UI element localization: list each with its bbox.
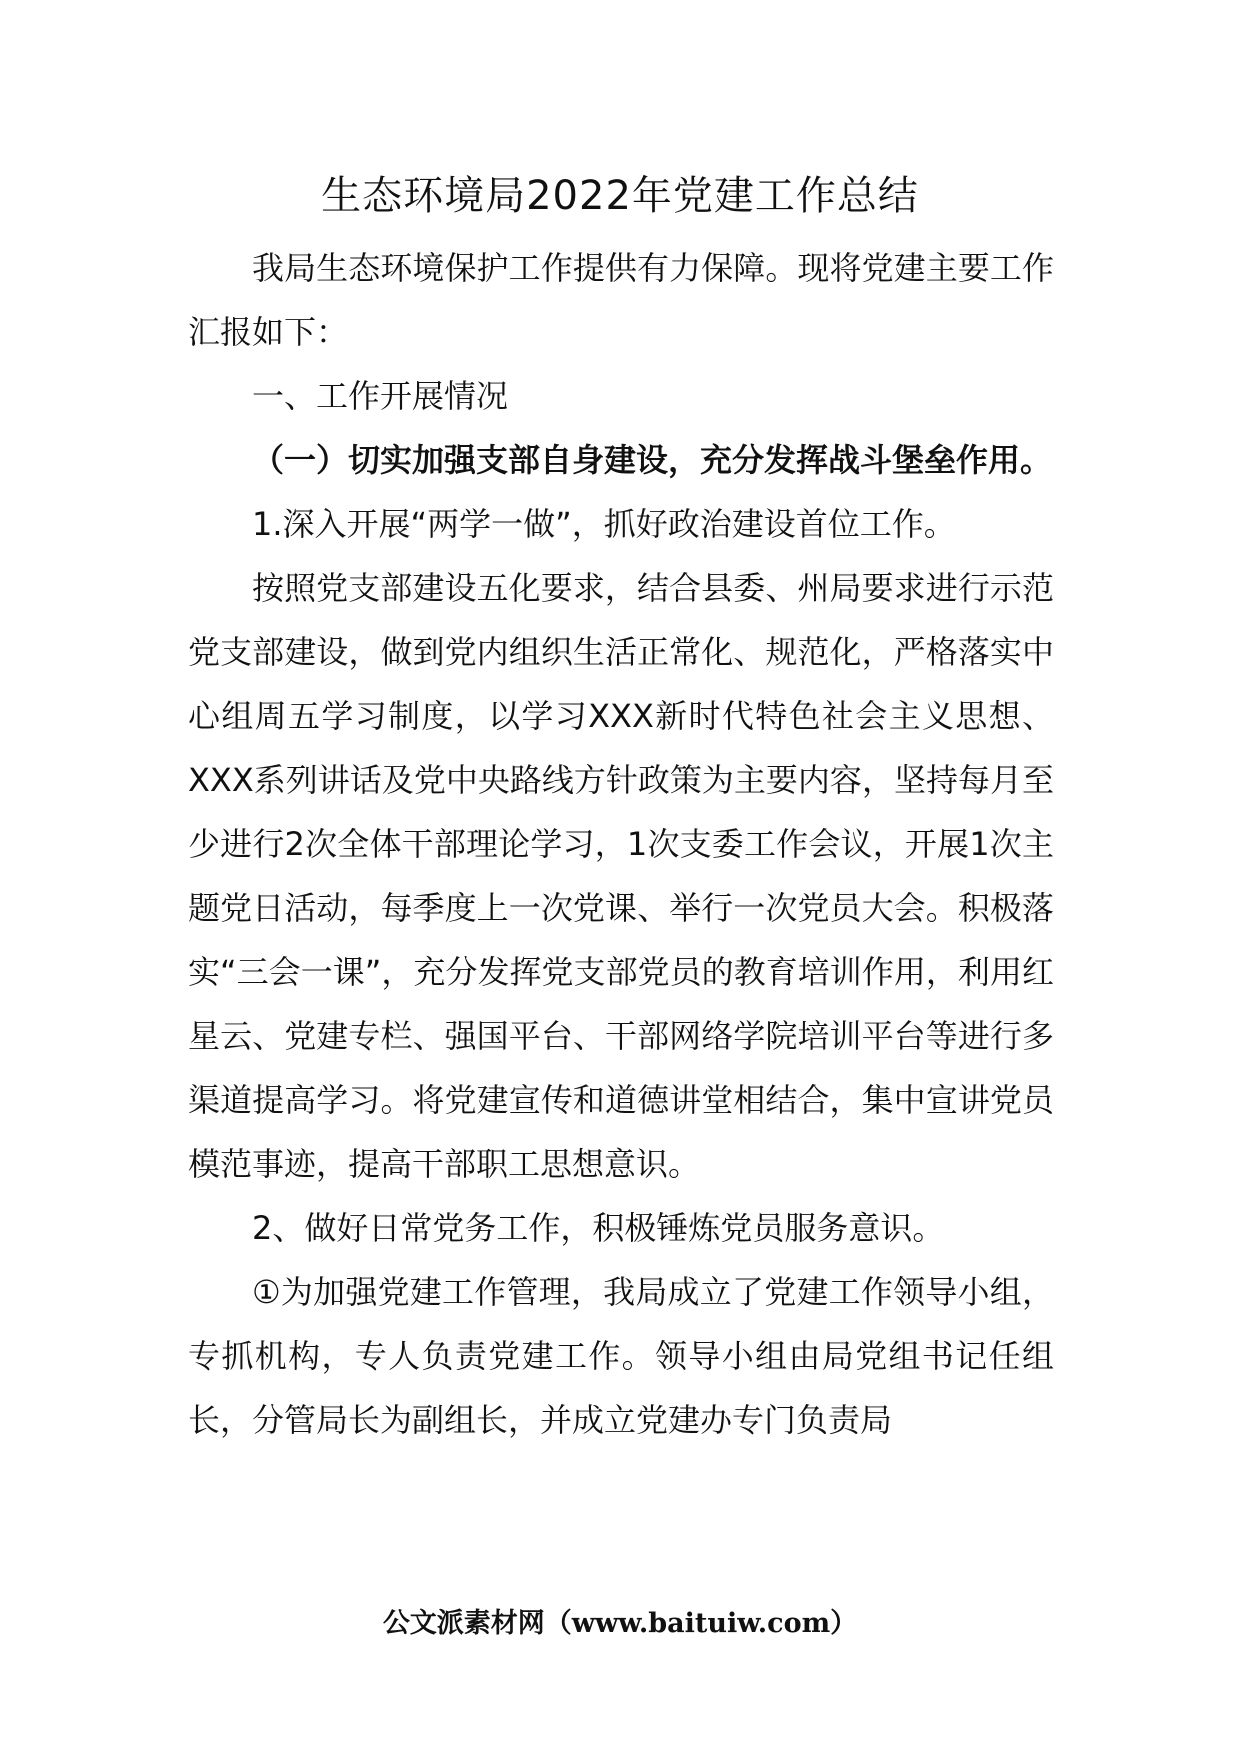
paragraph-intro: 我局生态环境保护工作提供有力保障。现将党建主要工作汇报如下： xyxy=(188,249,1054,351)
heading-item-1: 1.深入开展“两学一做”，抓好政治建设首位工作。 xyxy=(252,505,956,543)
heading-section-1: 一、工作开展情况 xyxy=(252,377,509,415)
footer-watermark-text: 公文派素材网（www.baituiw.com） xyxy=(382,1608,858,1639)
heading-subsection-1: （一）切实加强支部自身建设，充分发挥战斗堡垒作用。 xyxy=(252,441,1053,479)
paragraph-item-2-body: ①为加强党建工作管理，我局成立了党建工作领导小组，专抓机构，专人负责党建工作。领导小组由局党组书记任组长，分管局长为副组长，并成立党建办专门负责局 xyxy=(188,1273,1054,1439)
heading-item-2: 2、做好日常党务工作，积极锤炼党员服务意识。 xyxy=(252,1209,945,1247)
document-title: 生态环境局2022年党建工作总结 xyxy=(321,173,919,219)
document-body xyxy=(188,236,1054,1452)
paragraph-item-1-body: 按照党支部建设五化要求，结合县委、州局要求进行示范党支部建设，做到党内组织生活正常化、规范化，严格落实中心组周五学习制度，以学习XXX新时代特色社会主义思想、XXX系列讲话及党中央路线方针政策为主要内容，坚持每月至少进行2次全体干部理论学习，1次支委工作会议，开展1次主题党日活动，每季度上一次党课、举行一次党员大会。积极落实“三会一课”，充分发挥党支部党员的教育培训作用，利用红星云、党建专栏、强国平台、干部网络学院培训平台等进行多渠道提高学习。将党建宣传和道德讲堂相结合，集中宣讲党员模范事迹，提高干部职工思想意识。 xyxy=(188,569,1054,1183)
